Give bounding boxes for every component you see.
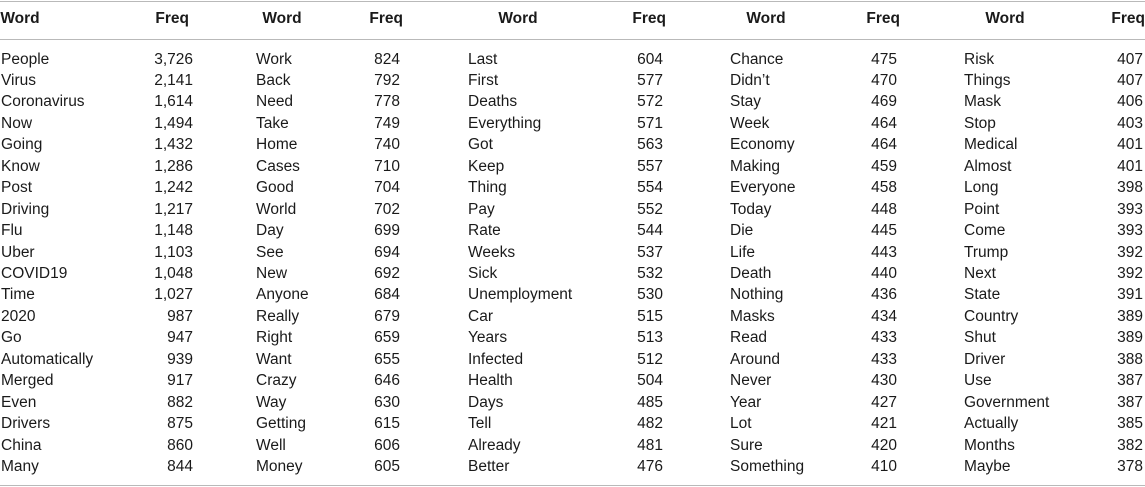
word-cell: Long bbox=[964, 179, 999, 197]
freq-cell: 458 bbox=[871, 179, 897, 197]
word-cell: First bbox=[468, 71, 499, 89]
freq-cell: 406 bbox=[1117, 93, 1143, 111]
table-header-rule bbox=[0, 39, 1145, 40]
table-top-rule bbox=[0, 1, 1145, 2]
freq-cell: 694 bbox=[374, 243, 400, 261]
word-cell: Want bbox=[256, 350, 292, 368]
word-cell: Last bbox=[468, 50, 498, 68]
word-cell: Car bbox=[468, 307, 493, 325]
word-cell: Already bbox=[468, 436, 521, 454]
freq-cell: 469 bbox=[871, 93, 897, 111]
freq-cell: 1,048 bbox=[154, 265, 193, 282]
column-header-word: Word bbox=[746, 10, 786, 27]
word-cell: Health bbox=[468, 372, 513, 390]
freq-cell: 388 bbox=[1117, 350, 1143, 368]
freq-cell: 392 bbox=[1117, 265, 1143, 282]
freq-cell: 702 bbox=[374, 200, 400, 218]
word-cell: Making bbox=[730, 157, 780, 175]
word-cell: Crazy bbox=[256, 372, 297, 390]
word-cell: Nothing bbox=[730, 286, 784, 304]
freq-cell: 420 bbox=[871, 436, 897, 454]
column-header-freq: Freq bbox=[1111, 10, 1145, 27]
freq-cell: 427 bbox=[871, 393, 897, 411]
word-cell: Government bbox=[964, 393, 1050, 411]
freq-cell: 433 bbox=[871, 350, 897, 368]
word-cell: Stay bbox=[730, 93, 762, 111]
freq-cell: 389 bbox=[1117, 329, 1143, 347]
word-cell: Take bbox=[256, 114, 289, 132]
word-cell: Stop bbox=[964, 114, 996, 132]
word-cell: Never bbox=[730, 372, 772, 390]
word-cell: State bbox=[964, 286, 1001, 304]
freq-cell: 615 bbox=[374, 415, 400, 433]
freq-cell: 448 bbox=[871, 200, 897, 218]
freq-cell: 470 bbox=[871, 71, 897, 89]
freq-cell: 485 bbox=[637, 393, 663, 411]
word-cell: Years bbox=[468, 329, 508, 347]
freq-cell: 1,148 bbox=[154, 222, 193, 240]
word-cell: Rate bbox=[468, 222, 501, 240]
word-cell: Good bbox=[256, 179, 294, 197]
word-cell: Year bbox=[730, 393, 762, 411]
freq-cell: 2,141 bbox=[154, 71, 193, 89]
word-cell: Anyone bbox=[256, 286, 309, 304]
column-header-word: Word bbox=[262, 10, 302, 27]
word-cell: Uber bbox=[1, 243, 35, 261]
freq-cell: 557 bbox=[637, 157, 663, 175]
word-cell: Back bbox=[256, 71, 291, 89]
column-header-freq: Freq bbox=[155, 10, 189, 27]
freq-cell: 398 bbox=[1117, 179, 1143, 197]
word-cell: Point bbox=[964, 200, 1000, 218]
word-cell: Today bbox=[730, 200, 772, 218]
freq-cell: 445 bbox=[871, 222, 897, 240]
column-header-word: Word bbox=[0, 10, 40, 27]
word-cell: Days bbox=[468, 393, 504, 411]
freq-cell: 606 bbox=[374, 436, 400, 454]
word-cell: Driving bbox=[1, 200, 50, 218]
word-cell: COVID19 bbox=[1, 265, 68, 282]
word-cell: Coronavirus bbox=[1, 93, 85, 111]
word-cell: Chance bbox=[730, 50, 784, 68]
word-cell: Sick bbox=[468, 265, 498, 282]
freq-cell: 577 bbox=[637, 71, 663, 89]
freq-cell: 401 bbox=[1117, 157, 1143, 175]
word-cell: Life bbox=[730, 243, 755, 261]
word-cell: Driver bbox=[964, 350, 1006, 368]
column-header-freq: Freq bbox=[369, 10, 403, 27]
freq-cell: 393 bbox=[1117, 200, 1143, 218]
freq-cell: 403 bbox=[1117, 114, 1143, 132]
freq-cell: 459 bbox=[871, 157, 897, 175]
word-cell: Lot bbox=[730, 415, 752, 433]
word-cell: Know bbox=[1, 157, 40, 175]
freq-cell: 655 bbox=[374, 350, 400, 368]
word-cell: Everyone bbox=[730, 179, 796, 197]
column-header-freq: Freq bbox=[866, 10, 900, 27]
freq-cell: 391 bbox=[1117, 286, 1143, 304]
freq-cell: 440 bbox=[871, 265, 897, 282]
word-cell: 2020 bbox=[1, 307, 36, 325]
word-cell: Right bbox=[256, 329, 293, 347]
word-cell: World bbox=[256, 200, 297, 218]
word-cell: Going bbox=[1, 136, 43, 154]
word-cell: Trump bbox=[964, 243, 1009, 261]
freq-cell: 532 bbox=[637, 265, 663, 282]
word-cell: Months bbox=[964, 436, 1015, 454]
word-cell: Deaths bbox=[468, 93, 518, 111]
freq-cell: 515 bbox=[637, 307, 663, 325]
freq-cell: 987 bbox=[167, 307, 193, 325]
freq-cell: 1,286 bbox=[154, 157, 193, 175]
freq-cell: 860 bbox=[167, 436, 193, 454]
word-cell: Shut bbox=[964, 329, 996, 347]
word-cell: Infected bbox=[468, 350, 524, 368]
word-cell: Post bbox=[1, 179, 33, 197]
word-cell: Flu bbox=[1, 222, 23, 240]
word-cell: Economy bbox=[730, 136, 795, 154]
freq-cell: 537 bbox=[637, 243, 663, 261]
freq-cell: 552 bbox=[637, 200, 663, 218]
word-cell: New bbox=[256, 265, 288, 282]
freq-cell: 385 bbox=[1117, 415, 1143, 433]
word-cell: Money bbox=[256, 458, 303, 476]
column-header-word: Word bbox=[985, 10, 1025, 27]
freq-cell: 410 bbox=[871, 458, 897, 476]
word-cell: Go bbox=[1, 329, 22, 347]
freq-cell: 875 bbox=[167, 415, 193, 433]
word-cell: See bbox=[256, 243, 284, 261]
freq-cell: 512 bbox=[637, 350, 663, 368]
word-cell: Merged bbox=[1, 372, 54, 390]
freq-cell: 475 bbox=[871, 50, 897, 68]
freq-cell: 1,242 bbox=[154, 179, 193, 197]
word-cell: Read bbox=[730, 329, 768, 347]
word-cell: Country bbox=[964, 307, 1019, 325]
freq-cell: 740 bbox=[374, 136, 400, 154]
freq-cell: 604 bbox=[637, 50, 663, 68]
freq-cell: 378 bbox=[1117, 458, 1143, 476]
word-cell: Almost bbox=[964, 157, 1012, 175]
freq-cell: 443 bbox=[871, 243, 897, 261]
word-cell: Things bbox=[964, 71, 1011, 89]
word-cell: Week bbox=[730, 114, 770, 132]
word-cell: Actually bbox=[964, 415, 1019, 433]
freq-cell: 684 bbox=[374, 286, 400, 304]
freq-cell: 464 bbox=[871, 114, 897, 132]
freq-cell: 544 bbox=[637, 222, 663, 240]
freq-cell: 749 bbox=[374, 114, 400, 132]
freq-cell: 630 bbox=[374, 393, 400, 411]
freq-cell: 407 bbox=[1117, 50, 1143, 68]
word-cell: Pay bbox=[468, 200, 495, 218]
word-cell: Keep bbox=[468, 157, 505, 175]
word-cell: Maybe bbox=[964, 458, 1011, 476]
freq-cell: 393 bbox=[1117, 222, 1143, 240]
freq-cell: 917 bbox=[167, 372, 193, 390]
word-cell: Better bbox=[468, 458, 510, 476]
freq-cell: 513 bbox=[637, 329, 663, 347]
word-cell: Virus bbox=[1, 71, 37, 89]
word-cell: Something bbox=[730, 458, 805, 476]
word-cell: Drivers bbox=[1, 415, 51, 433]
word-cell: Way bbox=[256, 393, 287, 411]
column-header-freq: Freq bbox=[632, 10, 666, 27]
word-cell: Around bbox=[730, 350, 780, 368]
freq-cell: 434 bbox=[871, 307, 897, 325]
freq-cell: 430 bbox=[871, 372, 897, 390]
freq-cell: 1,432 bbox=[154, 136, 193, 154]
word-cell: Getting bbox=[256, 415, 306, 433]
freq-cell: 882 bbox=[167, 393, 193, 411]
freq-cell: 605 bbox=[374, 458, 400, 476]
word-cell: Tell bbox=[468, 415, 492, 433]
table-bottom-rule bbox=[0, 485, 1145, 486]
freq-cell: 436 bbox=[871, 286, 897, 304]
freq-cell: 1,027 bbox=[154, 286, 193, 304]
column-header-word: Word bbox=[498, 10, 538, 27]
word-cell: Day bbox=[256, 222, 284, 240]
word-cell: Everything bbox=[468, 114, 542, 132]
freq-cell: 387 bbox=[1117, 372, 1143, 390]
word-cell: Well bbox=[256, 436, 286, 454]
freq-cell: 844 bbox=[167, 458, 193, 476]
freq-cell: 792 bbox=[374, 71, 400, 89]
word-cell: Even bbox=[1, 393, 37, 411]
word-cell: Use bbox=[964, 372, 992, 390]
freq-cell: 939 bbox=[167, 350, 193, 368]
freq-cell: 433 bbox=[871, 329, 897, 347]
freq-cell: 1,614 bbox=[154, 93, 193, 111]
freq-cell: 659 bbox=[374, 329, 400, 347]
word-cell: Now bbox=[1, 114, 33, 132]
freq-cell: 778 bbox=[374, 93, 400, 111]
freq-cell: 421 bbox=[871, 415, 897, 433]
freq-cell: 401 bbox=[1117, 136, 1143, 154]
freq-cell: 824 bbox=[374, 50, 400, 68]
word-cell: Mask bbox=[964, 93, 1002, 111]
word-cell: Weeks bbox=[468, 243, 516, 261]
word-cell: Automatically bbox=[1, 350, 94, 368]
freq-cell: 476 bbox=[637, 458, 663, 476]
freq-cell: 504 bbox=[637, 372, 663, 390]
word-cell: Medical bbox=[964, 136, 1018, 154]
word-cell: Really bbox=[256, 307, 300, 325]
word-cell: Death bbox=[730, 265, 772, 282]
freq-cell: 571 bbox=[637, 114, 663, 132]
word-cell: Die bbox=[730, 222, 754, 240]
freq-cell: 646 bbox=[374, 372, 400, 390]
freq-cell: 554 bbox=[637, 179, 663, 197]
freq-cell: 464 bbox=[871, 136, 897, 154]
freq-cell: 3,726 bbox=[154, 50, 193, 68]
freq-cell: 563 bbox=[637, 136, 663, 154]
freq-cell: 407 bbox=[1117, 71, 1143, 89]
word-cell: Need bbox=[256, 93, 294, 111]
freq-cell: 392 bbox=[1117, 243, 1143, 261]
word-cell: Masks bbox=[730, 307, 775, 325]
freq-cell: 699 bbox=[374, 222, 400, 240]
freq-cell: 692 bbox=[374, 265, 400, 282]
freq-cell: 1,103 bbox=[154, 243, 193, 261]
word-cell: Next bbox=[964, 265, 996, 282]
word-cell: Many bbox=[1, 458, 39, 476]
freq-cell: 1,217 bbox=[154, 200, 193, 218]
freq-cell: 481 bbox=[637, 436, 663, 454]
freq-cell: 572 bbox=[637, 93, 663, 111]
word-cell: Didn’t bbox=[730, 71, 770, 89]
freq-cell: 947 bbox=[167, 329, 193, 347]
freq-cell: 482 bbox=[637, 415, 663, 433]
word-cell: Thing bbox=[468, 179, 507, 197]
word-cell: Work bbox=[256, 50, 292, 68]
word-cell: Risk bbox=[964, 50, 995, 68]
freq-cell: 1,494 bbox=[154, 114, 193, 132]
word-cell: Come bbox=[964, 222, 1006, 240]
freq-cell: 389 bbox=[1117, 307, 1143, 325]
freq-cell: 679 bbox=[374, 307, 400, 325]
word-cell: Cases bbox=[256, 157, 300, 175]
freq-cell: 530 bbox=[637, 286, 663, 304]
freq-cell: 382 bbox=[1117, 436, 1143, 454]
word-cell: Time bbox=[1, 286, 35, 304]
freq-cell: 387 bbox=[1117, 393, 1143, 411]
word-cell: Got bbox=[468, 136, 493, 154]
word-cell: Sure bbox=[730, 436, 763, 454]
word-cell: China bbox=[1, 436, 42, 454]
word-cell: People bbox=[1, 50, 50, 68]
word-cell: Home bbox=[256, 136, 298, 154]
freq-cell: 710 bbox=[374, 157, 400, 175]
freq-cell: 704 bbox=[374, 179, 400, 197]
word-cell: Unemployment bbox=[468, 286, 573, 304]
